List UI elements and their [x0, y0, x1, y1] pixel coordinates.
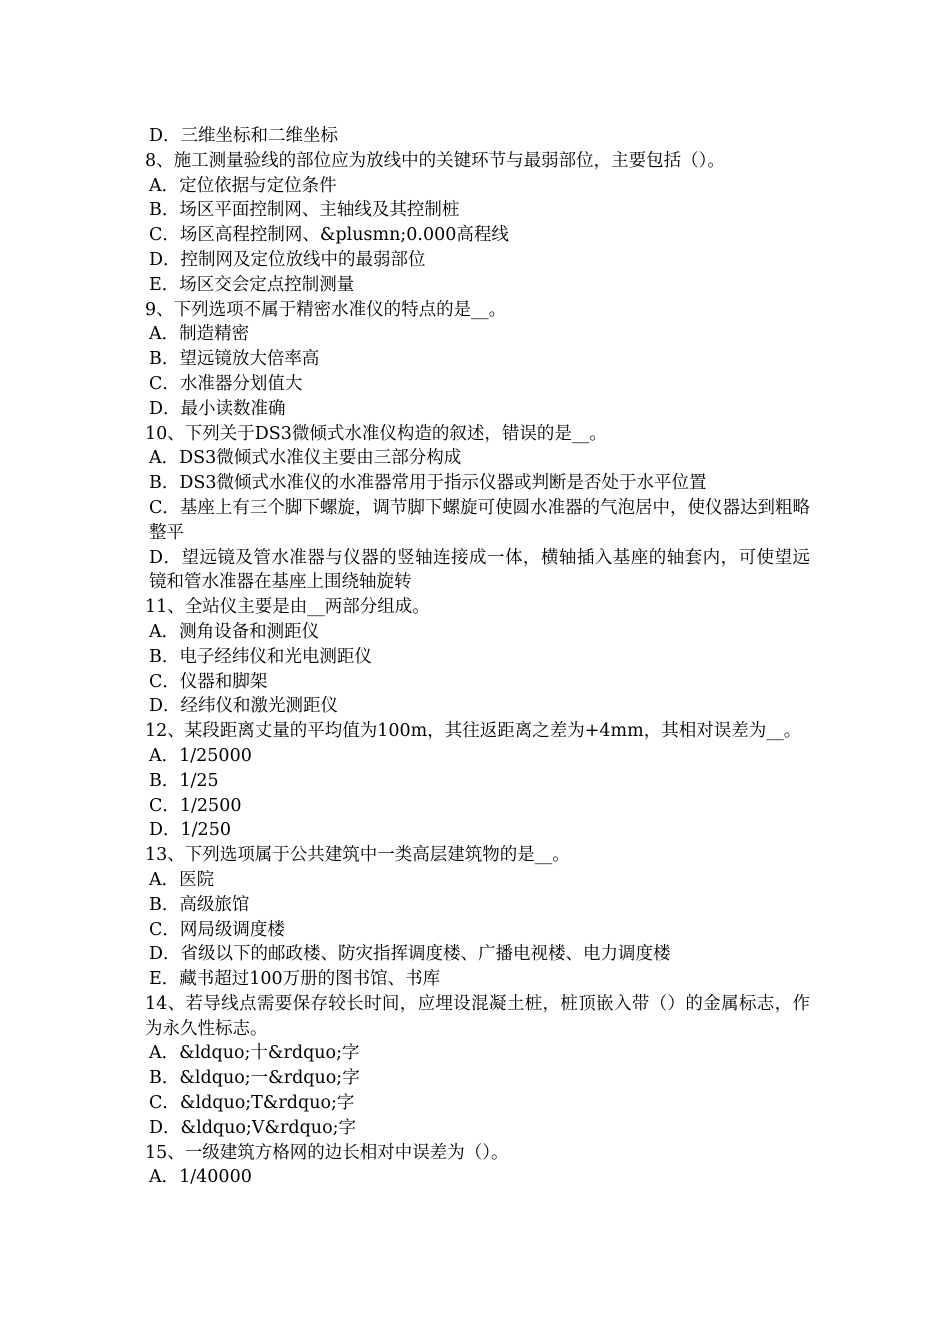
question-text: 11、全站仪主要是由__两部分组成。 [145, 597, 430, 618]
answer-option: A．医院 [149, 869, 215, 890]
question-text: 15、一级建筑方格网的边长相对中误差为（）。 [145, 1142, 509, 1163]
question-text: 12、某段距离丈量的平均值为100m，其往返距离之差为+4mm，其相对误差为__。 [145, 721, 802, 742]
answer-option: B．场区平面控制网、主轴线及其控制桩 [149, 200, 460, 221]
answer-option: D．望远镜及管水准器与仪器的竖轴连接成一体，横轴插入基座的轴套内，可使望远镜和管水准器在基座上围绕轴旋转 [149, 547, 810, 593]
answer-option: C．1/2500 [149, 795, 242, 816]
answer-option: C．水准器分划值大 [149, 373, 303, 394]
answer-option: D．1/250 [149, 820, 231, 841]
answer-option: D．&ldquo;V&rdquo;字 [149, 1117, 357, 1138]
question-text: 10、下列关于DS3微倾式水准仪构造的叙述，错误的是__。 [145, 423, 607, 444]
answer-option: B．望远镜放大倍率高 [149, 349, 320, 370]
answer-option: E．场区交会定点控制测量 [149, 274, 355, 295]
document-body [145, 124, 810, 1190]
answer-option: A．1/40000 [149, 1167, 252, 1188]
question-text: 13、下列选项属于公共建筑中一类高层建筑物的是__。 [145, 845, 570, 866]
question-text: 9、下列选项不属于精密水准仪的特点的是__。 [145, 299, 507, 320]
answer-option: A．&ldquo;十&rdquo;字 [149, 1043, 360, 1064]
answer-option: D．控制网及定位放线中的最弱部位 [149, 249, 426, 270]
answer-option: B．&ldquo;一&rdquo;字 [149, 1068, 360, 1089]
answer-option: A．DS3微倾式水准仪主要由三部分构成 [149, 448, 462, 469]
answer-option: E．藏书超过100万册的图书馆、书库 [149, 969, 441, 990]
answer-option: C．&ldquo;T&rdquo;字 [149, 1093, 355, 1114]
answer-option: A．1/25000 [149, 745, 252, 766]
answer-option: B．高级旅馆 [149, 894, 250, 915]
answer-option: D．三维坐标和二维坐标 [149, 126, 339, 146]
question-text: 8、施工测量验线的部位应为放线中的关键环节与最弱部位，主要包括（）。 [145, 150, 725, 171]
answer-option: A．制造精密 [149, 324, 250, 345]
answer-option: C．基座上有三个脚下螺旋，调节脚下螺旋可使圆水准器的气泡居中，使仪器达到粗略整平 [149, 497, 810, 543]
answer-option: C．网局级调度楼 [149, 919, 285, 940]
answer-option: C．场区高程控制网、&plusmn;0.000高程线 [149, 225, 509, 246]
answer-option: D．最小读数准确 [149, 398, 286, 419]
question-text: 14、若导线点需要保存较长时间，应埋设混凝土桩，桩顶嵌入带（）的金属标志，作为永久性标志。 [145, 993, 810, 1039]
answer-option: B．1/25 [149, 770, 219, 791]
answer-option: A．测角设备和测距仪 [149, 621, 320, 642]
answer-option: C．仪器和脚架 [149, 671, 268, 692]
answer-option: D．省级以下的邮政楼、防灾指挥调度楼、广播电视楼、电力调度楼 [149, 944, 671, 965]
answer-option: B．电子经纬仪和光电测距仪 [149, 646, 372, 667]
answer-option: B．DS3微倾式水准仪的水准器常用于指示仪器或判断是否处于水平位置 [149, 473, 707, 494]
answer-option: A．定位依据与定位条件 [149, 175, 337, 196]
answer-option: D．经纬仪和激光测距仪 [149, 696, 339, 717]
